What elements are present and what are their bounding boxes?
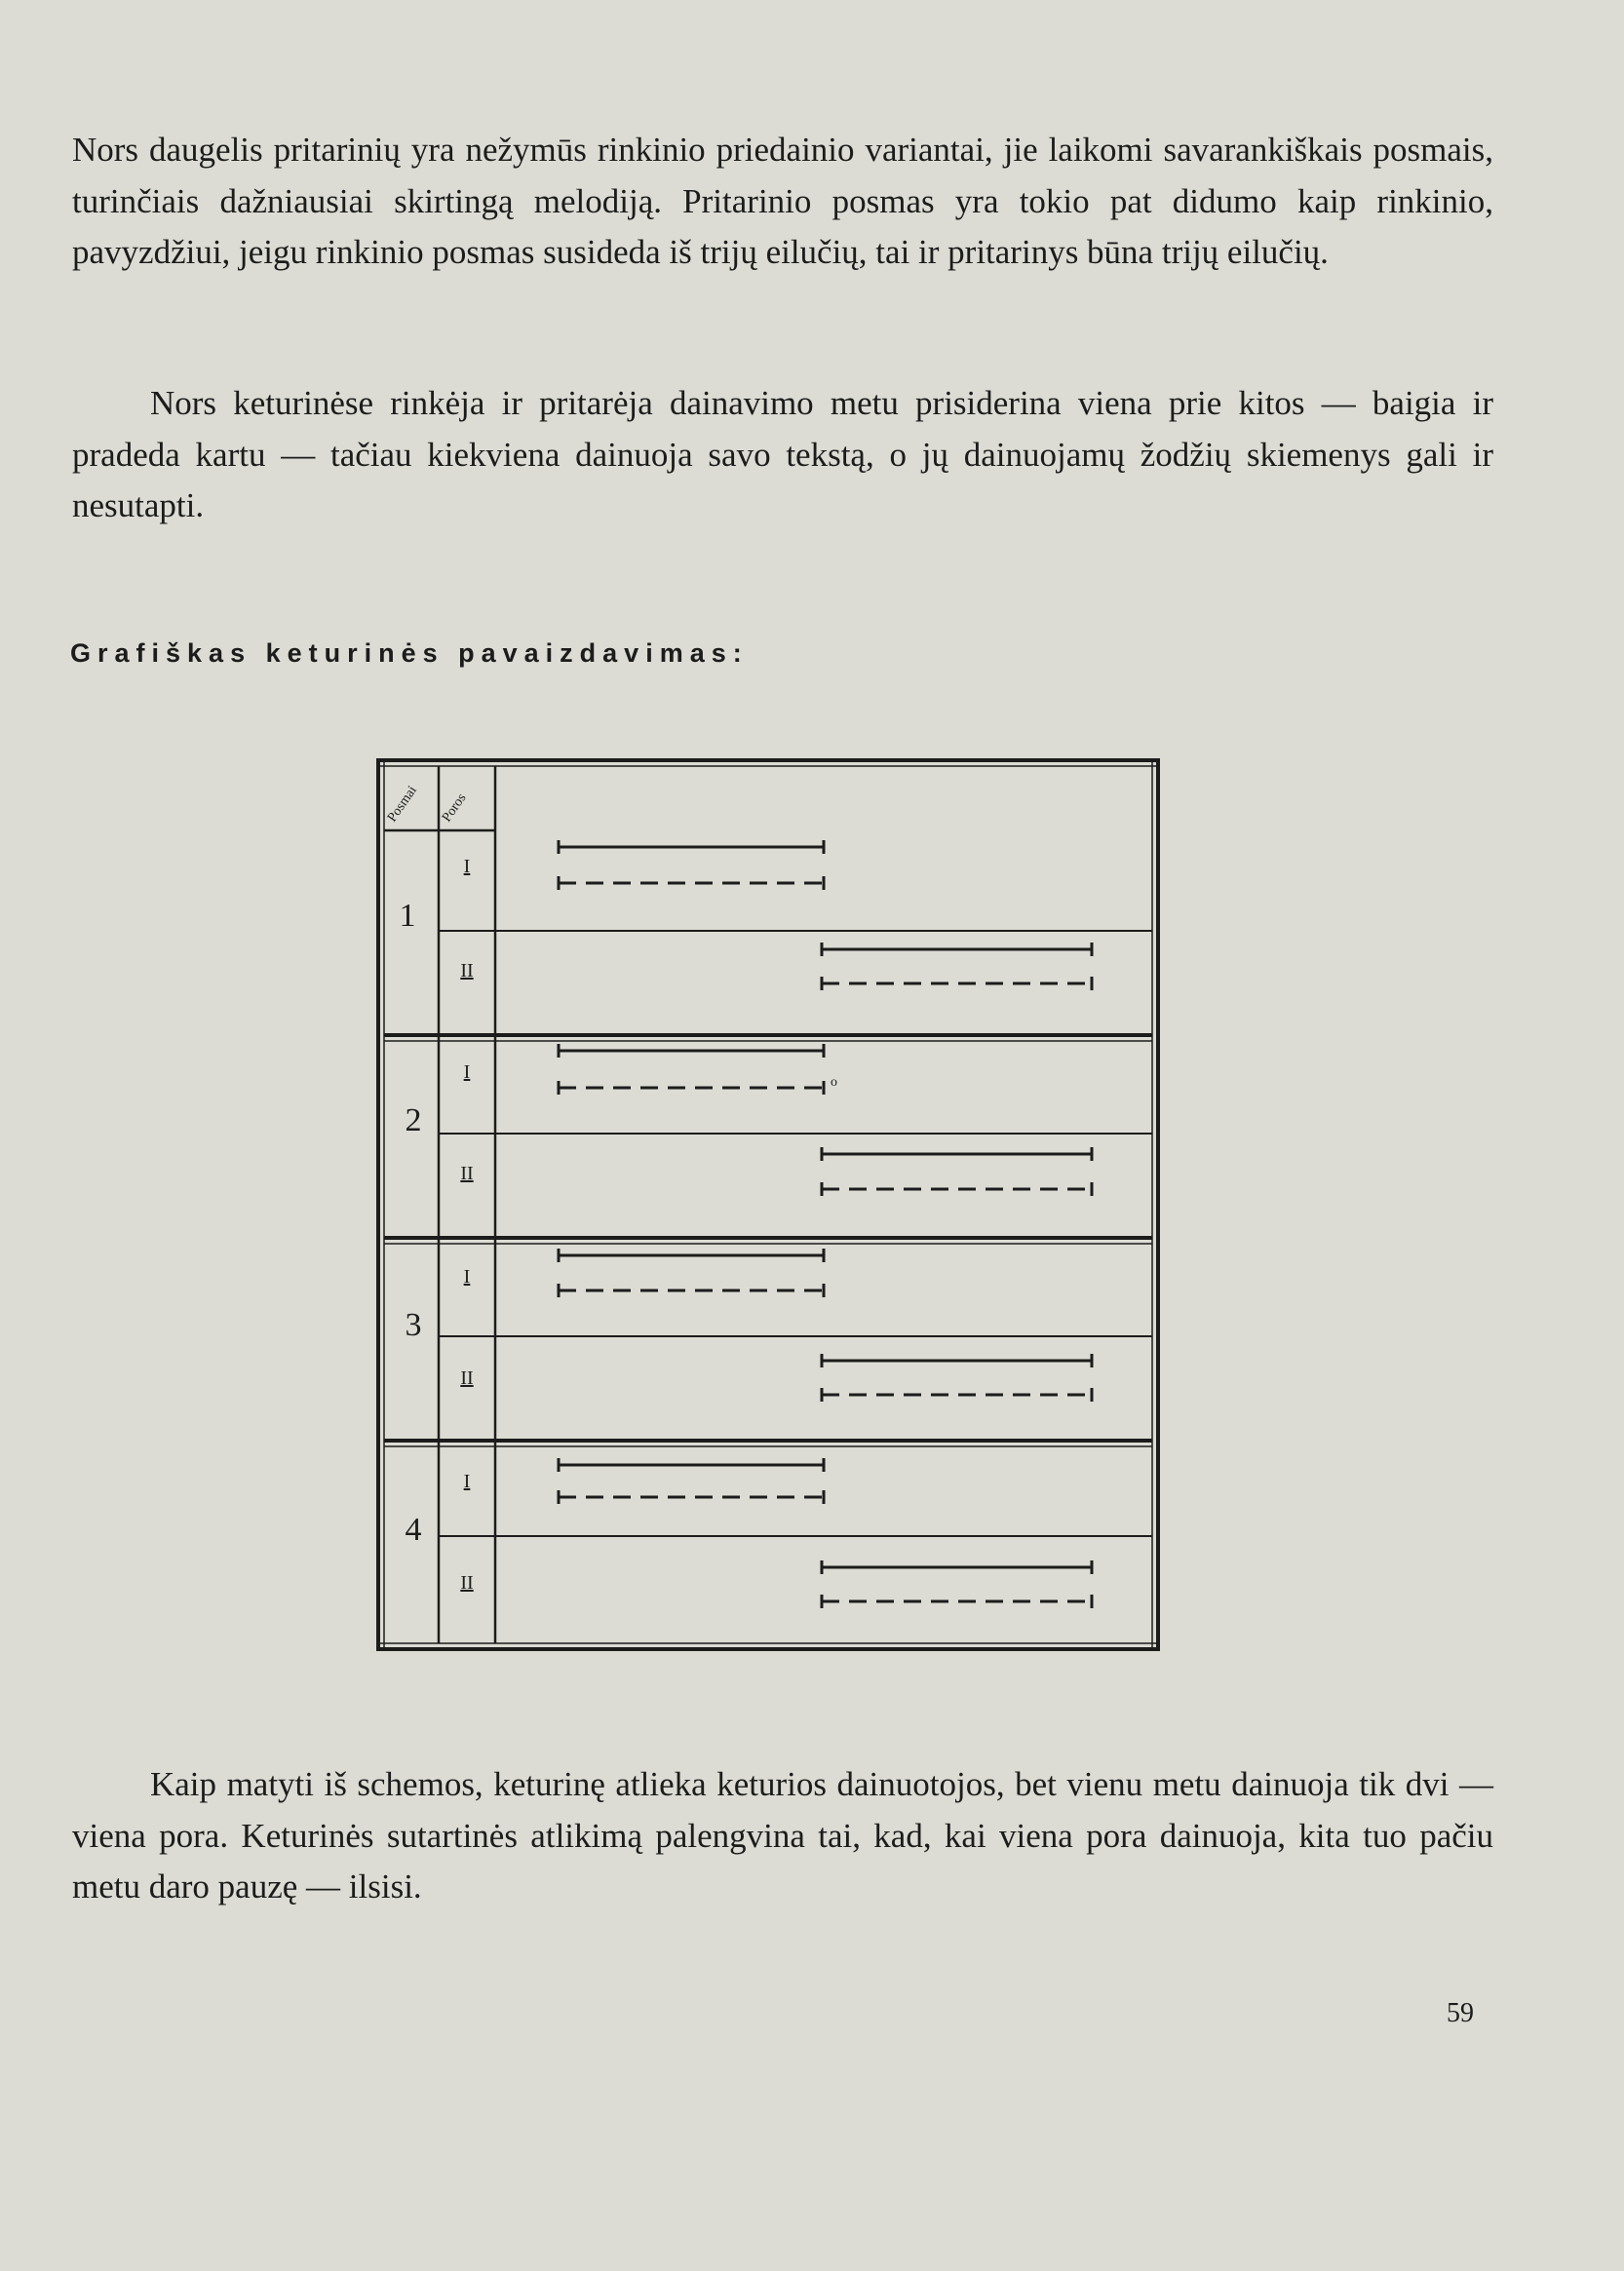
header-poros: Poros bbox=[439, 790, 470, 826]
paragraph-1: Nors daugelis pritarinių yra nežymūs rinkinio priedainio variantai, jie laikomi savarankiškais posmais, turinčiais dažniausiai skirtingą melodiją. Pritarinio posmas yra tokio pat didumo kaip rinkinio, pavyzdžiui, jeigu rinkinio posmas susideda iš trijų eilučių, tai ir pritarinys būna trijų eilučių. bbox=[72, 131, 1493, 271]
pair-label-1-II: II bbox=[460, 960, 474, 982]
pair-label-1-I: I bbox=[463, 856, 471, 877]
stanza-number-1: 1 bbox=[399, 898, 416, 934]
stanza-number-3: 3 bbox=[405, 1307, 422, 1343]
header-posmai: Posmai bbox=[384, 783, 420, 826]
pair-label-3-II: II bbox=[460, 1367, 474, 1389]
stanza-number-4: 4 bbox=[405, 1512, 422, 1548]
page-number: 59 bbox=[1447, 1998, 1474, 2028]
paragraph-2: Nors keturinėse rinkėja ir pritarėja dainavimo metu prisiderina viena prie kitos — baigia ir pradeda kartu — tačiau kiekviena dainuoja savo tekstą, o jų dainuojamų žodžių skiemenys gali ir nesutapti. bbox=[72, 384, 1493, 524]
stanza-block-3 bbox=[384, 1249, 1152, 1446]
pair-label-2-II: II bbox=[460, 1163, 474, 1184]
diagram-heading: Grafiškas keturinės pavaizdavimas: bbox=[70, 638, 749, 668]
pair-label-4-I: I bbox=[463, 1471, 471, 1492]
stanza-block-2 bbox=[384, 1044, 1152, 1244]
repeat-mark: o bbox=[831, 1075, 837, 1090]
pair-label-2-I: I bbox=[463, 1061, 471, 1083]
quadruple-schema-diagram bbox=[370, 751, 1170, 1657]
paragraph-3: Kaip matyti iš schemos, keturinę atlieka keturios dainuotojos, bet vienu metu dainuoja tik dvi — viena pora. Keturinės sutartinės atlikimą palengvina tai, kad, kai viena pora dainuoja, kita tuo pačiu metu daro pauzę — ilsisi. bbox=[72, 1765, 1493, 1905]
pair-label-3-I: I bbox=[463, 1266, 471, 1288]
stanza-block-1 bbox=[384, 840, 1152, 1041]
stanza-number-2: 2 bbox=[405, 1102, 422, 1138]
pair-label-4-II: II bbox=[460, 1572, 474, 1594]
stanza-block-4 bbox=[406, 1458, 1153, 1608]
